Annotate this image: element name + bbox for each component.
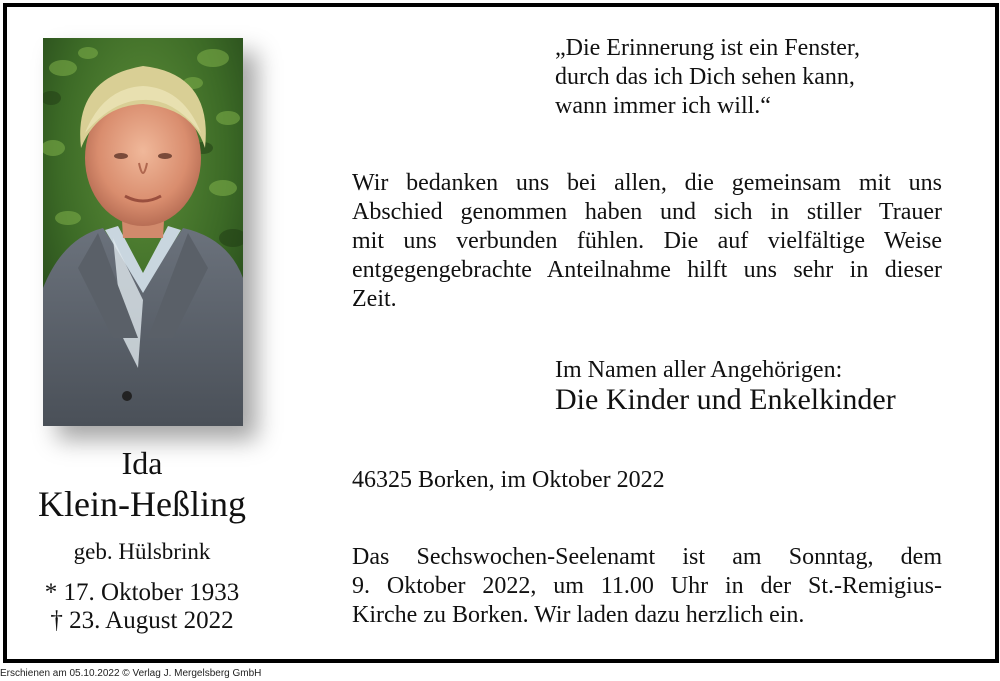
place-date: 46325 Borken, im Oktober 2022 [352,467,665,493]
last-name: Klein-Heßling [38,484,246,524]
portrait-photo [43,38,243,426]
signoff-intro: Im Namen aller Angehörigen: [555,357,843,383]
quote-line: durch das ich Dich sehen kann, [555,64,855,90]
deceased-name-block [22,443,262,635]
quote-line: „Die Erinnerung ist ein Fenster, [555,35,860,61]
thanks-line: Zeit. [352,286,397,312]
first-name: Ida [121,445,163,481]
birth-date: * 17. Oktober 1933 [44,579,240,606]
publication-footer: Erschienen am 05.10.2022 © Verlag J. Mergelsberg GmbH [0,668,262,679]
maiden-name: geb. Hülsbrink [73,539,211,564]
quote-line: wann immer ich will.“ [555,93,771,119]
death-date: † 23. August 2022 [50,607,234,634]
thanks-line: Abschied genommen haben und sich in stiller Trauer [352,199,942,225]
service-line: Das Sechswochen-Seelenamt ist am Sonntag, dem [352,544,942,570]
service-line: 9. Oktober 2022, um 11.00 Uhr in der St.-Remigius- [352,573,942,599]
thanks-line: entgegengebrachte Anteilnahme hilft uns sehr in dieser [352,257,942,283]
signoff-names: Die Kinder und Enkelkinder [555,383,896,416]
service-announcement [352,543,942,630]
thanks-line: Wir bedanken uns bei allen, die gemeinsam mit uns [352,170,942,196]
service-line: Kirche zu Borken. Wir laden dazu herzlich ein. [352,602,805,628]
quote [555,34,860,121]
thanks-line: mit uns verbunden fühlen. Die auf vielfältige Weise [352,228,942,254]
thanks-paragraph [352,169,942,314]
